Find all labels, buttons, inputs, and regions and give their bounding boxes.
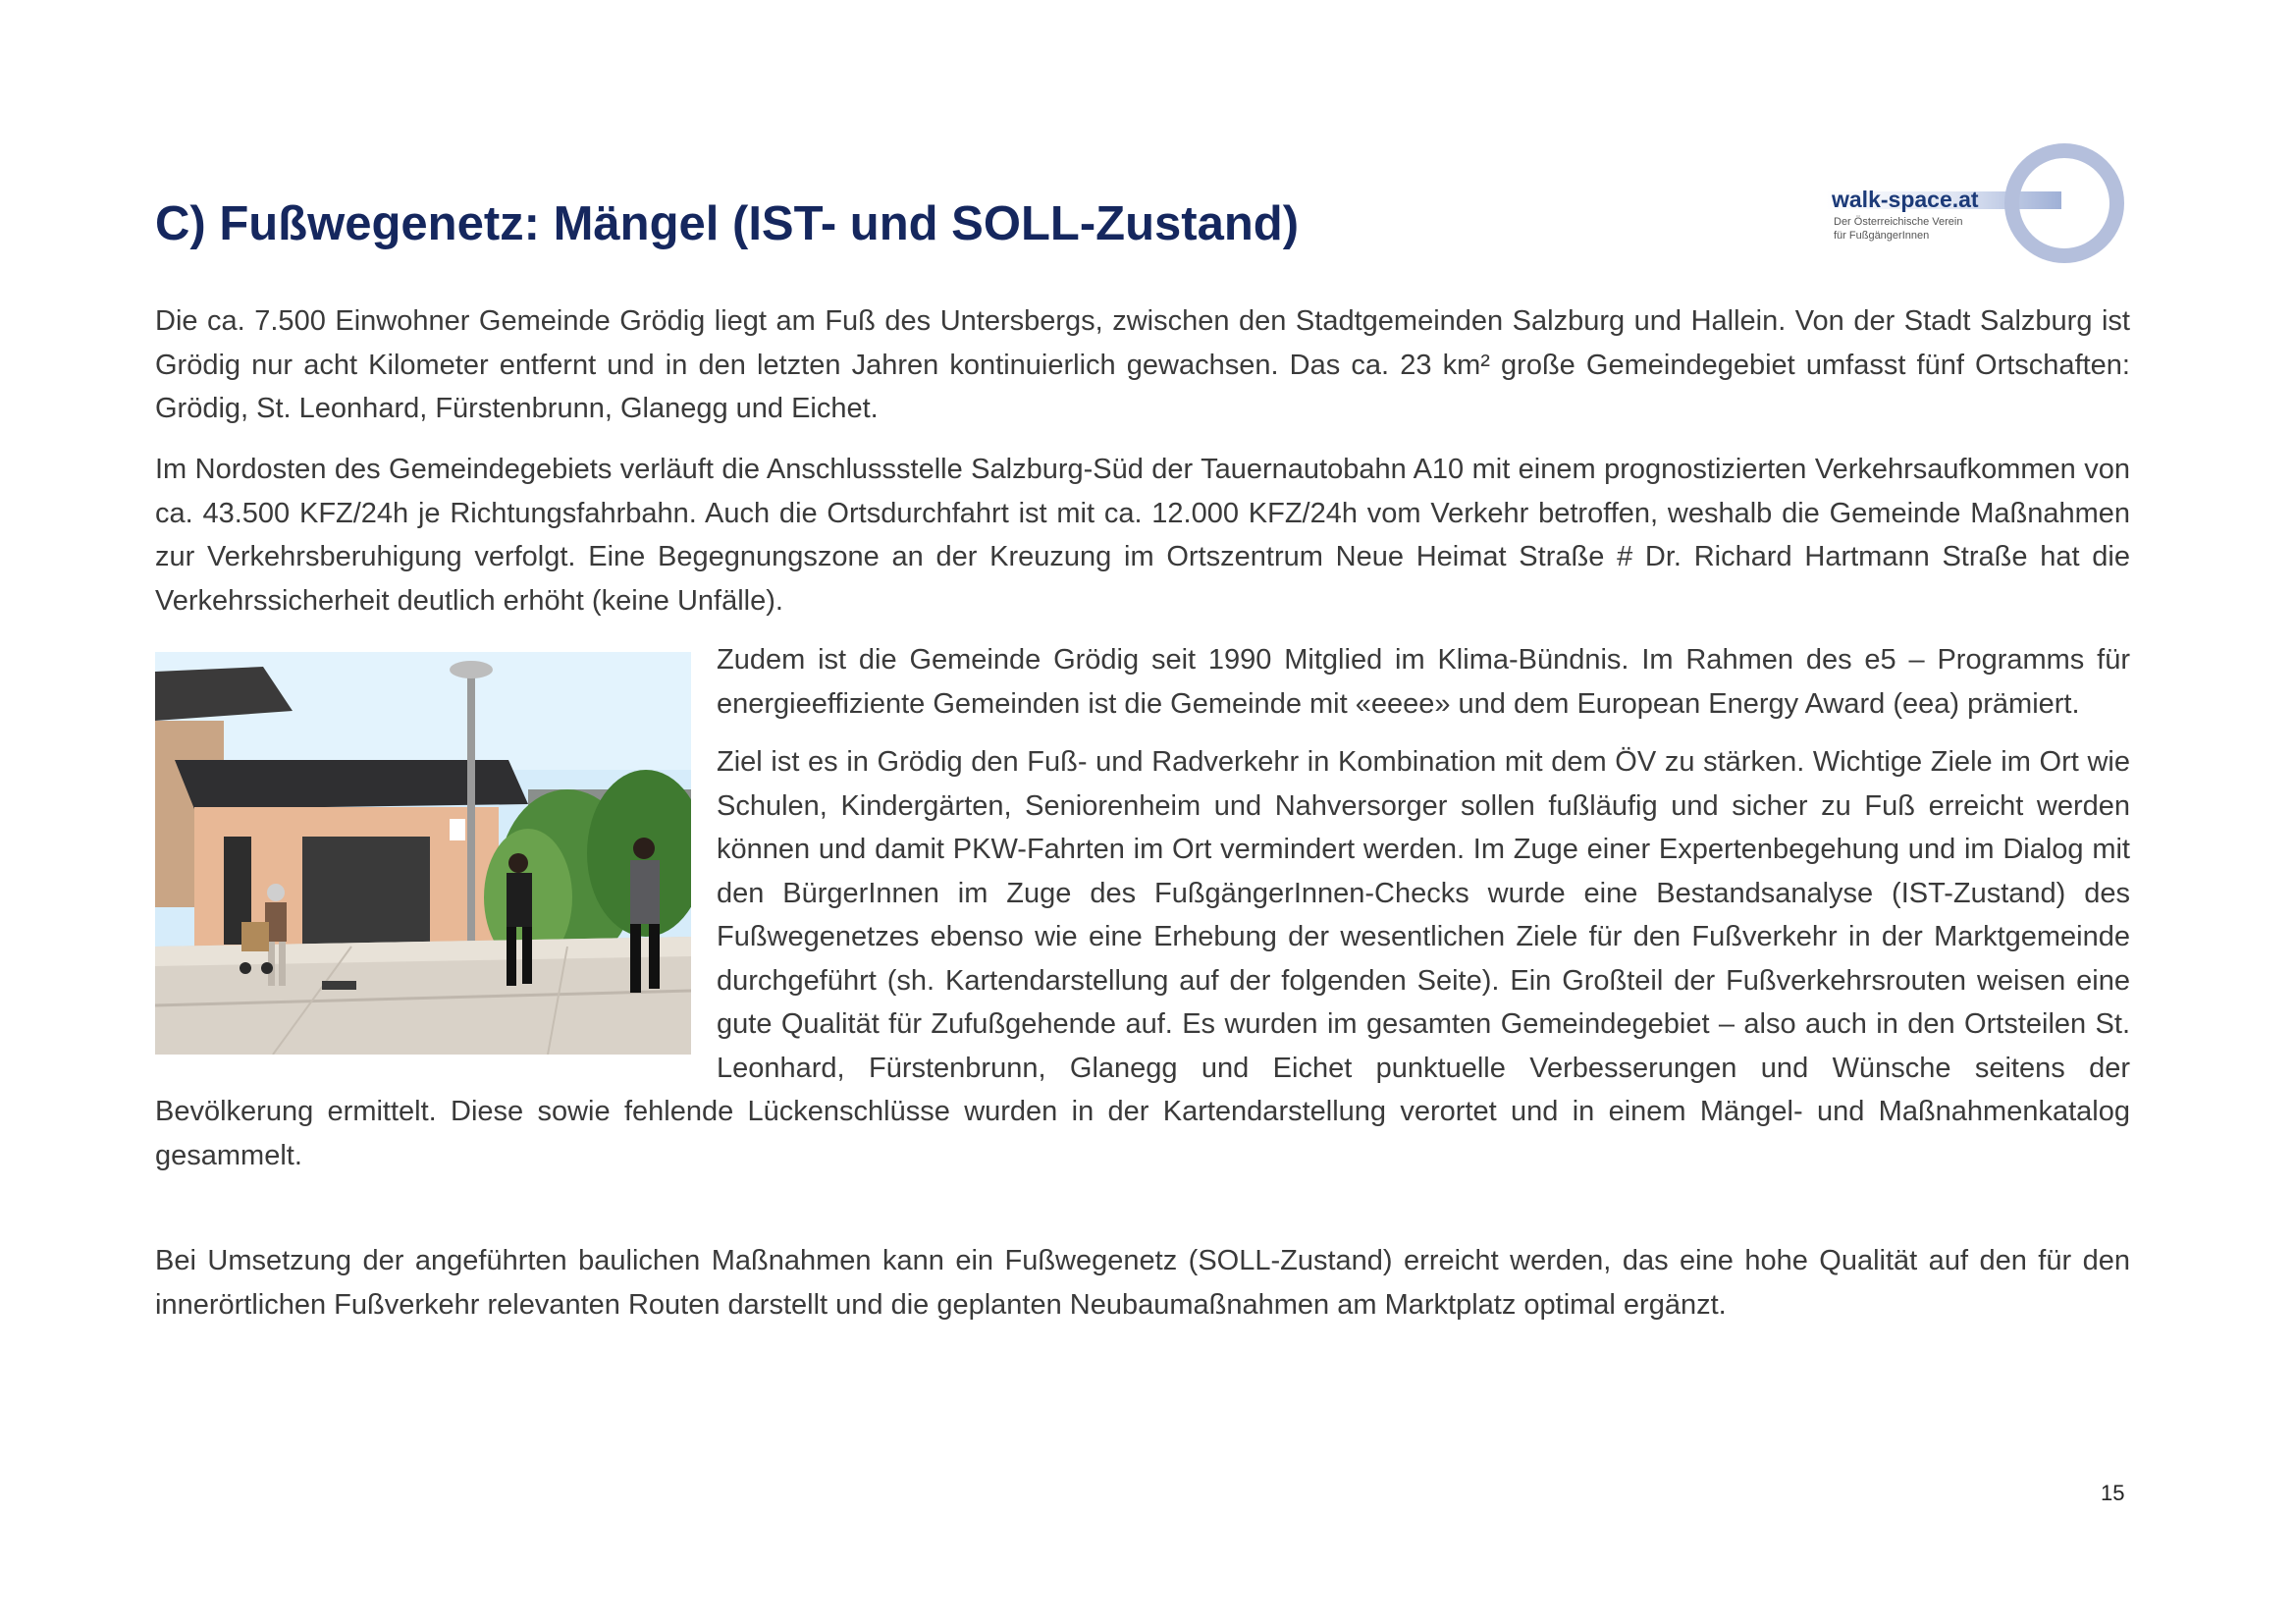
page-number: 15 xyxy=(2101,1481,2125,1505)
page-title: C) Fußwegenetz: Mängel (IST- und SOLL-Zustand) xyxy=(155,197,1300,250)
logo-tagline-line1: Der Österreichische Verein xyxy=(1834,216,1963,228)
paragraph-goals: Ziel ist es in Grödig den Fuß- und Radverkehr in Kombination mit dem ÖV zu stärken. Wichtige Ziele im Ort wie Schulen, Kindergärten, Seniorenheim und Nahversorger sollen fußläufig und sicher zu Fuß erreicht werden können und damit PKW-Fahrten im Ort vermindert werden. Im Zuge einer Expertenbegehung und im Dialog mit den BürgerInnen im Zuge des FußgängerInnen-Checks wurde eine Bestandsanalyse (IST-Zustand) des Fußwegenetzes ebenso wie eine Erhebung der wesentlichen Ziele für den Fußverkehr in der Marktgemeinde durchgeführt (sh. Kartendarstellung auf der folgenden Seite). Ein Großteil der Fußverkehrsrouten weisen eine gute Qualität für Zufußgehende auf. Es wurden im gesamten Gemeindegebiet – also auch in den Ortsteilen St. Leonhard, Fürstenbrunn, Glanegg und Eichet punktuelle Verbesserungen und Wünsche seitens der Bevölkerung ermittelt. Diese sowie fehlende Lückenschlüsse wurden in der Kartendarstellung verortet und in einem Mängel- und Maßnahmenkatalog gesammelt. xyxy=(155,746,2130,1171)
walk-space-logo[interactable] xyxy=(1826,143,2120,259)
content-with-photo xyxy=(155,638,2130,1192)
paragraph-intro: Die ca. 7.500 Einwohner Gemeinde Grödig liegt am Fuß des Untersbergs, zwischen den Stadtgemeinden Salzburg und Hallein. Von der Stadt Salzburg ist Grödig nur acht Kilometer entfernt und in den letzten Jahren kontinuierlich gewachsen. Das ca. 23 km² große Gemeindegebiet umfasst fünf Ortschaften: Grödig, St. Leonhard, Fürstenbrunn, Glanegg und Eichet. xyxy=(155,305,2130,424)
street-scene-photo xyxy=(155,652,691,1055)
logo-ring-icon xyxy=(2004,143,2124,263)
paragraph-conclusion: Bei Umsetzung der angeführten baulichen Maßnahmen kann ein Fußwegenetz (SOLL-Zustand) erreicht werden, das eine hohe Qualität auf den für den innerörtlichen Fußverkehr relevanten Routen darstellt und die geplanten Neubaumaßnahmen am Marktplatz optimal ergänzt. xyxy=(155,1245,2130,1321)
logo-brand-text: walk-space.at xyxy=(1832,187,1979,212)
paragraph-traffic: Im Nordosten des Gemeindegebiets verläuft die Anschlussstelle Salzburg-Süd der Tauernautobahn A10 mit einem prognostizierten Verkehrsaufkommen von ca. 43.500 KFZ/24h je Richtungsfahrbahn. Auch die Ortsdurchfahrt ist mit ca. 12.000 KFZ/24h vom Verkehr betroffen, weshalb die Gemeinde Maßnahmen zur Verkehrsberuhigung verfolgt. Eine Begegnungszone an der Kreuzung im Ortszentrum Neue Heimat Straße # Dr. Richard Hartmann Straße hat die Verkehrssicherheit deutlich erhöht (keine Unfälle). xyxy=(155,454,2130,617)
logo-tagline xyxy=(1834,215,2010,243)
logo-tagline-line2: für FußgängerInnen xyxy=(1834,230,1930,242)
paragraph-climate: Zudem ist die Gemeinde Grödig seit 1990 Mitglied im Klima-Bündnis. Im Rahmen des e5 – Programms für energieeffiziente Gemeinden ist die Gemeinde mit «eeee» und dem European Energy Award (eea) prämiert. xyxy=(717,644,2130,720)
